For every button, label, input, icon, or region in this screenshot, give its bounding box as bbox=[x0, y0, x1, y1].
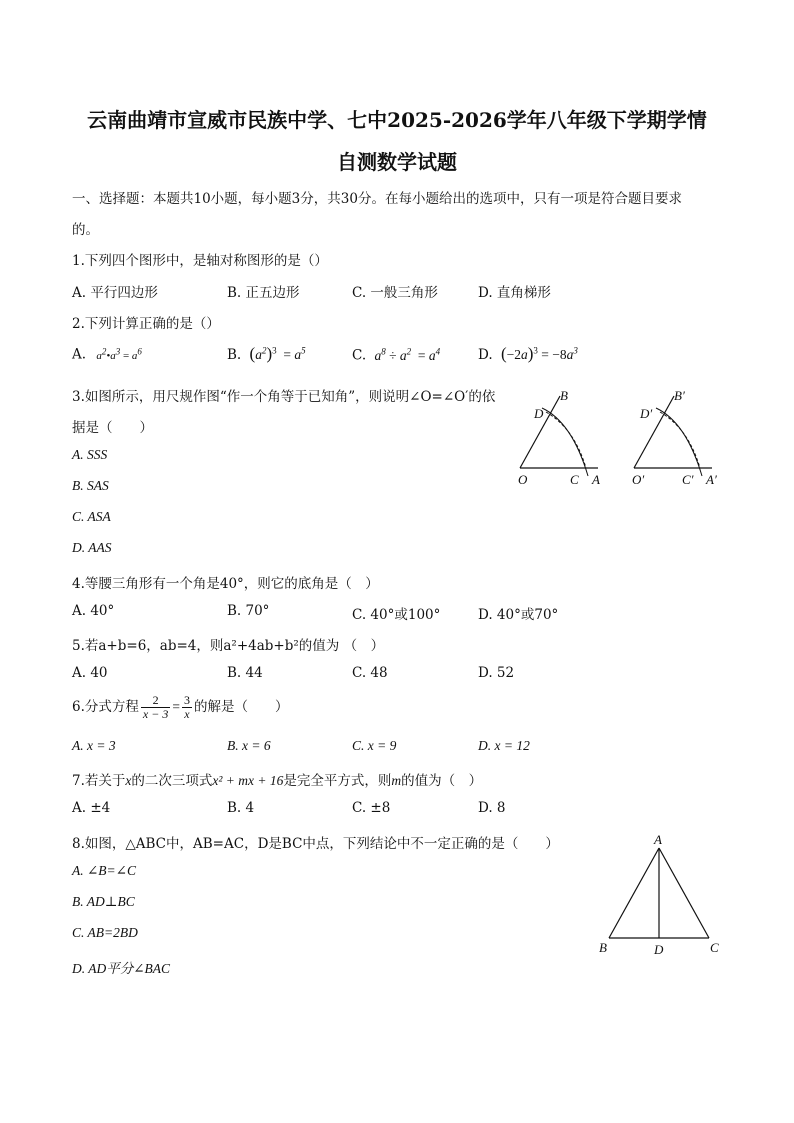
question-7-option-b: B. 4 bbox=[227, 800, 255, 816]
label-vertex-b: B bbox=[599, 940, 607, 955]
exam-title-line2: 自测数学试题 bbox=[337, 150, 457, 174]
side-ab bbox=[609, 848, 659, 938]
fraction-right bbox=[182, 694, 192, 721]
question-5-option-c: C. 48 bbox=[352, 665, 388, 681]
question-4-option-b: B. 70° bbox=[227, 603, 270, 619]
section-instructions-line1: 一、选择题：本题共10小题，每小题3分，共30分。在每小题给出的选项中，只有一项是符合题目要求 bbox=[72, 191, 682, 207]
question-8-option-a: A. ∠B=∠C bbox=[72, 863, 136, 878]
question-7-mid2: 是完全平方式，则 bbox=[283, 773, 392, 789]
fraction-left-numerator: 2 bbox=[141, 694, 170, 708]
figure-angle-o-prime bbox=[632, 388, 717, 487]
question-3-option-d: D. AAS bbox=[72, 540, 112, 555]
option-b-label: B. bbox=[227, 347, 242, 363]
section-instructions-line2: 的。 bbox=[72, 222, 99, 238]
question-4-stem: 4.等腰三角形有一个角是40°，则它的底角是（ ） bbox=[72, 576, 379, 592]
question-8-option-b: B. AD⊥BC bbox=[72, 894, 135, 909]
question-5-option-b: B. 44 bbox=[227, 665, 263, 681]
trinomial-expression: x² + mx + 16 bbox=[212, 773, 284, 788]
label-o-prime: O′ bbox=[632, 472, 645, 487]
fraction-right-denominator: x bbox=[184, 707, 190, 721]
question-7-option-a: A. ±4 bbox=[72, 800, 111, 816]
option-d-label: D. bbox=[478, 347, 493, 363]
question-8-stem: 8.如图，△ABC中，AB=AC，D是BC中点，下列结论中不一定正确的是（ ） bbox=[72, 836, 559, 852]
question-6-prefix: 6.分式方程 bbox=[72, 699, 139, 715]
label-vertex-c: C bbox=[710, 940, 719, 955]
question-3-option-a: A. SSS bbox=[72, 447, 108, 462]
label-vertex-a: A bbox=[654, 832, 662, 847]
question-1-option-c: C. 一般三角形 bbox=[352, 285, 438, 301]
exam-title-line1: 云南曲靖市宣威市民族中学、七中2025-2026学年八年级下学期学情 bbox=[87, 108, 707, 132]
option-c-label: C. bbox=[352, 347, 367, 364]
question-2-option-d: D. $(-2a)^3 = -8a^3$ bbox=[478, 344, 578, 363]
question-7-option-c: C. ±8 bbox=[352, 800, 391, 816]
variable-m: m bbox=[391, 773, 402, 788]
question-7-suffix: 的值为（ ） bbox=[401, 773, 483, 789]
option-a-label: A. bbox=[72, 346, 87, 363]
question-1-option-a: A. 平行四边形 bbox=[72, 285, 158, 301]
question-8-option-c: C. AB=2BD bbox=[72, 925, 138, 940]
question-7-mid: 的二次三项式 bbox=[131, 773, 213, 789]
question-6-suffix: 的解是（ ） bbox=[193, 699, 289, 715]
question-3-stem-line2: 据是（ ） bbox=[72, 420, 153, 436]
label-c-prime: C′ bbox=[682, 472, 694, 487]
question-5-option-a: A. 40 bbox=[72, 665, 108, 681]
question-2-option-c: C. $a^8 \div a^2 = a^4$ bbox=[352, 346, 441, 364]
angle-construction-figure bbox=[510, 384, 750, 494]
fraction-left bbox=[141, 694, 170, 721]
question-6-option-c: C. x = 9 bbox=[352, 738, 397, 753]
label-b: B bbox=[560, 388, 568, 403]
label-c: C bbox=[570, 472, 579, 487]
question-4-option-d: D. 40°或70° bbox=[478, 607, 559, 623]
question-5-option-d: D. 52 bbox=[478, 665, 515, 681]
label-point-d: D bbox=[654, 942, 664, 957]
label-b-prime: B′ bbox=[674, 388, 685, 403]
question-6-option-d: D. x = 12 bbox=[478, 738, 530, 753]
question-1-option-b: B. 正五边形 bbox=[227, 285, 300, 301]
label-d: D bbox=[534, 406, 544, 421]
question-6-stem bbox=[72, 694, 288, 721]
variable-x: x bbox=[125, 773, 132, 788]
label-d-prime: D′ bbox=[640, 406, 653, 421]
label-o: O bbox=[518, 472, 528, 487]
fraction-right-numerator: 3 bbox=[183, 693, 190, 707]
equals-sign: = bbox=[172, 699, 180, 714]
question-3-option-b: B. SAS bbox=[72, 478, 109, 493]
question-3-stem-line1: 3.如图所示，用尺规作图“作一个角等于已知角”，则说明∠O=∠O′的依 bbox=[72, 389, 496, 405]
question-2-option-a: A. $a^2•a^3 = a^6$ bbox=[72, 346, 142, 363]
question-4-option-a: A. 40° bbox=[72, 603, 115, 619]
label-a-prime: A′ bbox=[706, 472, 717, 487]
question-7-option-d: D. 8 bbox=[478, 800, 506, 816]
question-3-option-c: C. ASA bbox=[72, 509, 111, 524]
question-2-option-b: B. $(a^2)^3 = a^5$ bbox=[227, 344, 306, 363]
question-5-stem: 5.若a+b=6，ab=4，则a²+4ab+b²的值为 （ ） bbox=[72, 638, 385, 654]
question-1-option-d: D. 直角梯形 bbox=[478, 285, 551, 301]
question-7-stem bbox=[72, 769, 482, 789]
question-7-prefix: 7.若关于 bbox=[72, 773, 126, 789]
figure-angle-o bbox=[518, 388, 600, 487]
question-6-option-b: B. x = 6 bbox=[227, 738, 271, 753]
isosceles-triangle-figure bbox=[592, 828, 732, 960]
question-4-option-c: C. 40°或100° bbox=[352, 607, 441, 623]
fraction-left-denominator: x − 3 bbox=[142, 707, 169, 721]
label-a: A bbox=[592, 472, 600, 487]
question-1-stem: 1.下列四个图形中，是轴对称图形的是（） bbox=[72, 253, 328, 269]
question-2-stem: 2.下列计算正确的是（） bbox=[72, 316, 220, 332]
question-6-option-a: A. x = 3 bbox=[72, 738, 116, 753]
side-ac bbox=[659, 848, 709, 938]
question-8-option-d: D. AD平分∠BAC bbox=[72, 961, 171, 976]
